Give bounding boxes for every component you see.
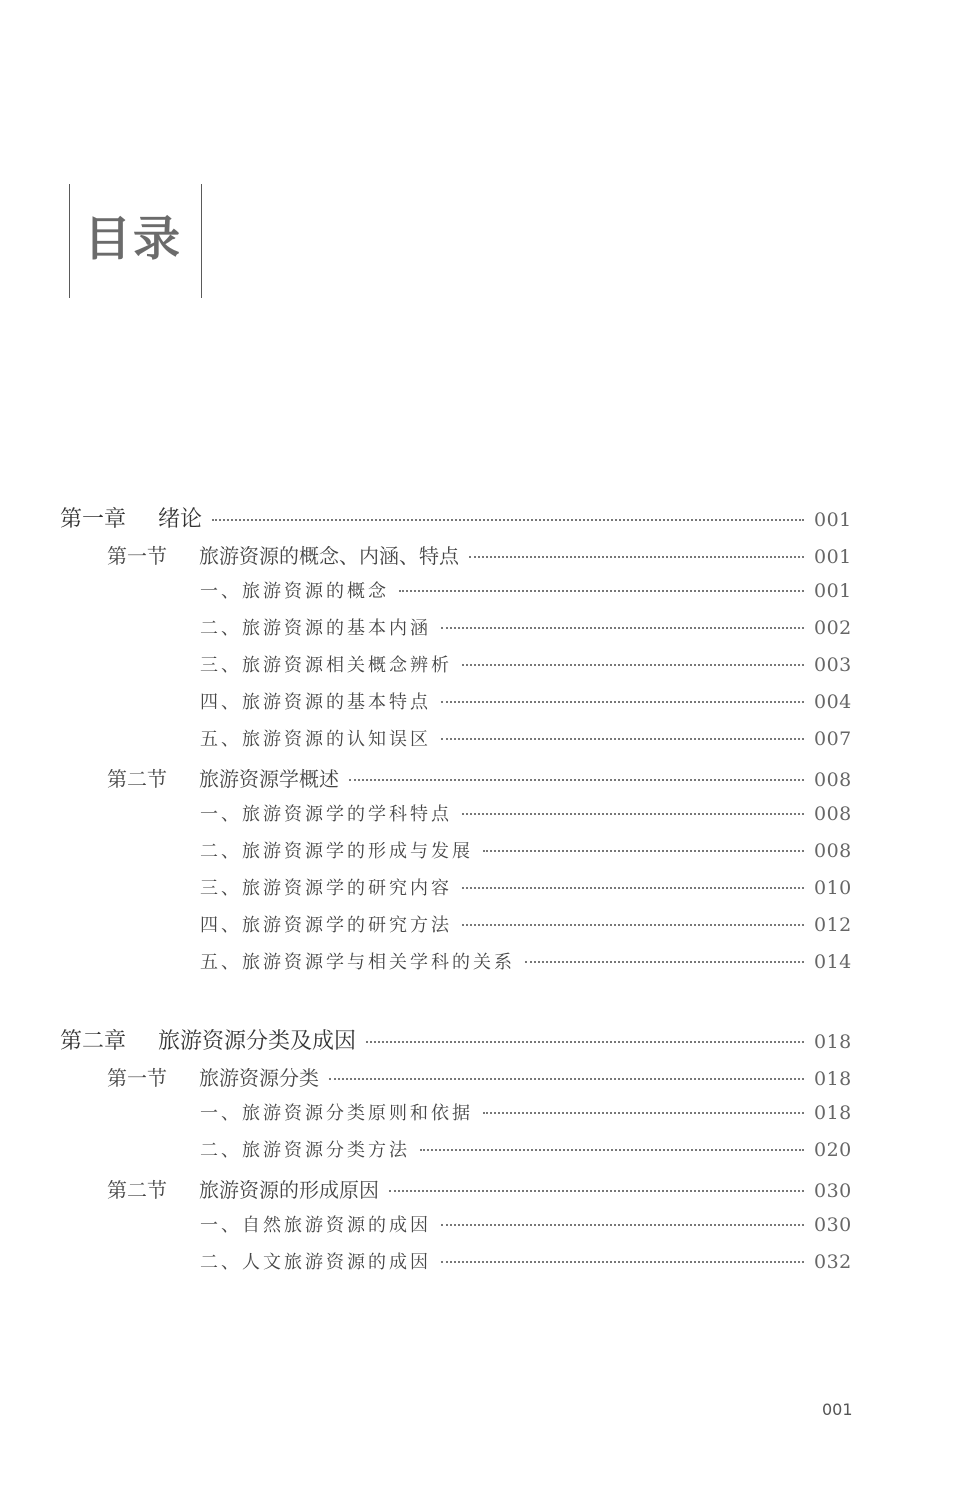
toc-item[interactable] (0, 614, 970, 644)
toc-item[interactable] (0, 837, 970, 867)
section-title: 旅游资源的形成原因 (199, 1178, 379, 1202)
section-title: 旅游资源学概述 (199, 767, 339, 791)
dot-leader (420, 1149, 804, 1151)
toc-section[interactable] (0, 763, 970, 793)
item-title: 三、旅游资源学的研究内容 (200, 878, 452, 899)
item-title: 二、人文旅游资源的成因 (200, 1252, 431, 1273)
page-number: 010 (814, 877, 852, 899)
page-number: 018 (814, 1102, 852, 1124)
chapter-number: 第二章 (60, 1029, 127, 1054)
toc-item[interactable] (0, 1211, 970, 1241)
page-number: 001 (814, 546, 852, 568)
dot-leader (441, 627, 804, 629)
item-title: 二、旅游资源学的形成与发展 (200, 841, 473, 862)
dot-leader (389, 1190, 804, 1192)
dot-leader (349, 779, 804, 781)
toc-item[interactable] (0, 725, 970, 755)
page-number: 012 (814, 914, 852, 936)
footer-page-number: 001 (822, 1400, 853, 1419)
chapter-title: 绪论 (158, 507, 203, 532)
toc-chapter-2[interactable] (0, 1024, 970, 1054)
toc-item[interactable] (0, 1099, 970, 1129)
toc-title-block (69, 184, 202, 298)
dot-leader (329, 1078, 804, 1080)
dot-leader (441, 738, 804, 740)
item-title: 一、旅游资源分类原则和依据 (200, 1103, 473, 1124)
section-number: 第二节 (107, 767, 167, 791)
section-title: 旅游资源分类 (199, 1066, 319, 1090)
dot-leader (483, 1112, 804, 1114)
page-number: 004 (814, 691, 852, 713)
page-number: 001 (814, 580, 852, 602)
section-number: 第一节 (107, 544, 167, 568)
item-title: 四、旅游资源学的研究方法 (200, 915, 452, 936)
section-number: 第一节 (107, 1066, 167, 1090)
item-title: 一、旅游资源的概念 (200, 581, 389, 602)
page-number: 007 (814, 728, 852, 750)
item-title: 五、旅游资源的认知误区 (200, 729, 431, 750)
dot-leader (212, 519, 804, 521)
item-title: 二、旅游资源分类方法 (200, 1140, 410, 1161)
dot-leader (441, 1224, 804, 1226)
toc-item[interactable] (0, 577, 970, 607)
page-number: 001 (814, 509, 852, 531)
page-number: 008 (814, 803, 852, 825)
section-title: 旅游资源的概念、内涵、特点 (199, 544, 459, 568)
dot-leader (462, 924, 804, 926)
page-number: 032 (814, 1251, 852, 1273)
item-title: 五、旅游资源学与相关学科的关系 (200, 952, 515, 973)
toc-item[interactable] (0, 911, 970, 941)
page-number: 030 (814, 1214, 852, 1236)
page-number: 002 (814, 617, 852, 639)
dot-leader (462, 887, 804, 889)
dot-leader (441, 701, 804, 703)
item-title: 一、旅游资源学的学科特点 (200, 804, 452, 825)
dot-leader (462, 813, 804, 815)
dot-leader (525, 961, 804, 963)
page-number: 018 (814, 1031, 852, 1053)
page-number: 003 (814, 654, 852, 676)
toc-item[interactable] (0, 651, 970, 681)
dot-leader (462, 664, 804, 666)
item-title: 二、旅游资源的基本内涵 (200, 618, 431, 639)
page-number: 020 (814, 1139, 852, 1161)
toc-item[interactable] (0, 874, 970, 904)
dot-leader (399, 590, 804, 592)
toc-chapter-1[interactable] (0, 502, 970, 532)
toc-section[interactable] (0, 540, 970, 570)
page-number: 008 (814, 840, 852, 862)
toc-section[interactable] (0, 1062, 970, 1092)
item-title: 一、自然旅游资源的成因 (200, 1215, 431, 1236)
page-number: 030 (814, 1180, 852, 1202)
dot-leader (441, 1261, 804, 1263)
toc-item[interactable] (0, 1248, 970, 1278)
section-number: 第二节 (107, 1178, 167, 1202)
dot-leader (483, 850, 804, 852)
page-number: 008 (814, 769, 852, 791)
page-number: 018 (814, 1068, 852, 1090)
page-number: 014 (814, 951, 852, 973)
item-title: 四、旅游资源的基本特点 (200, 692, 431, 713)
item-title: 三、旅游资源相关概念辨析 (200, 655, 452, 676)
toc-item[interactable] (0, 1136, 970, 1166)
toc-item[interactable] (0, 948, 970, 978)
page-title: 目录 (84, 212, 182, 267)
toc-section[interactable] (0, 1174, 970, 1204)
chapter-title: 旅游资源分类及成因 (158, 1029, 357, 1054)
dot-leader (469, 556, 804, 558)
toc-item[interactable] (0, 800, 970, 830)
dot-leader (366, 1041, 804, 1043)
chapter-number: 第一章 (60, 507, 127, 532)
toc-item[interactable] (0, 688, 970, 718)
